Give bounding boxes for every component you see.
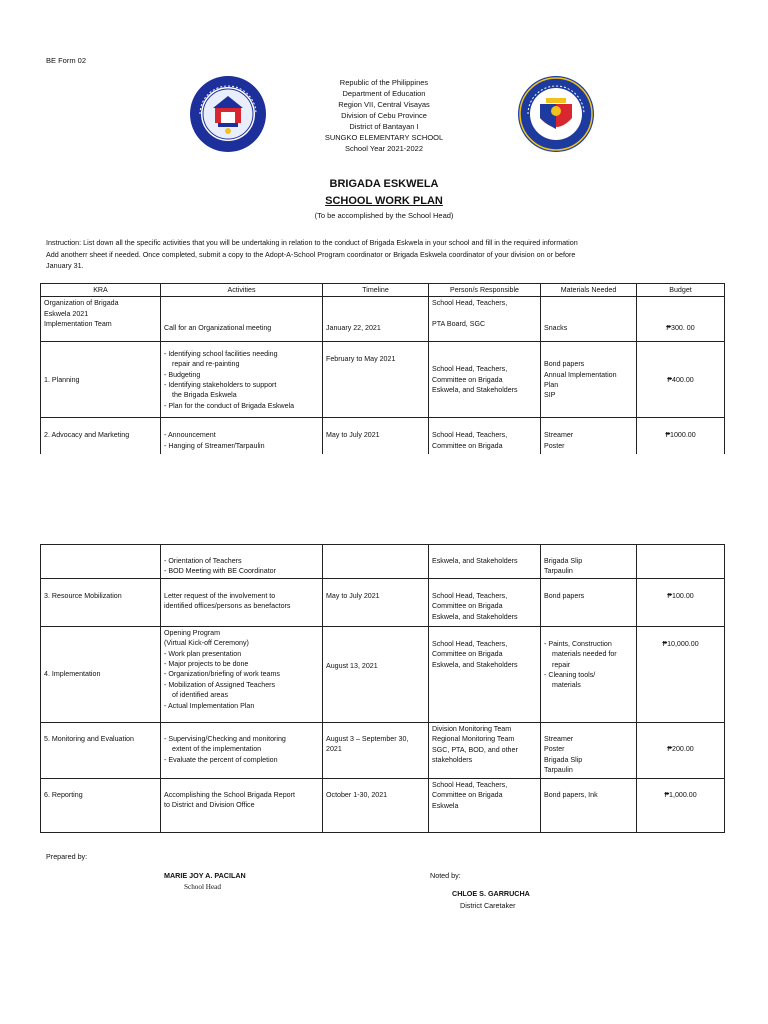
persons-cell: [429, 418, 541, 456]
activities-cell: [161, 778, 323, 832]
cell-line: Poster: [544, 441, 565, 450]
cell-line: Implementation Team: [44, 320, 112, 329]
cell-line: School Head, Teachers,: [432, 780, 508, 789]
cell-line: Committee on Brigada: [432, 650, 503, 659]
budget-cell: ₱200.00: [637, 722, 725, 778]
column-header: Materials Needed: [541, 284, 637, 297]
work-plan-table-part2: [40, 544, 725, 833]
column-header: Timeline: [323, 284, 429, 297]
cell-line: School Head, Teachers,: [432, 299, 508, 308]
table-row: [41, 578, 725, 626]
materials-cell: [541, 342, 637, 418]
cell-line: Streamer: [544, 431, 574, 440]
letterhead-line: SUNGKO ELEMENTARY SCHOOL: [324, 133, 444, 142]
cell-line: Brigada Slip: [544, 557, 583, 565]
persons-cell: [429, 297, 541, 342]
table-row: [41, 545, 725, 579]
cell-line: Eskwela: [432, 801, 459, 810]
budget-cell: ₱10,000.00: [637, 626, 725, 722]
kra-cell: 3. Resource Mobilization: [41, 578, 161, 626]
cell-line: - Mobilization of Assigned Teachers: [164, 680, 276, 689]
cell-line: Brigada Slip: [544, 755, 583, 764]
instruction-line: January 31.: [46, 261, 84, 270]
prepared-by-label: Prepared by:: [46, 852, 88, 861]
cell-line: - Hanging of Streamer/Tarpaulin: [164, 441, 265, 450]
cell-line: stakeholders: [432, 756, 473, 765]
cell-line: Accomplishing the School Brigada Report: [164, 790, 295, 799]
table-row: [41, 297, 725, 342]
prepared-by-name: MARIE JOY A. PACILAN: [164, 871, 246, 880]
cell-line: Plan: [544, 380, 559, 389]
timeline-cell: May to July 2021: [323, 578, 429, 626]
instruction-text: [46, 237, 736, 272]
kra-cell: [41, 545, 161, 579]
cell-line: Organization of Brigada: [44, 299, 119, 308]
timeline-cell: February to May 2021: [323, 342, 429, 418]
cell-line: - Identifying stakeholders to support: [164, 380, 277, 389]
letterhead-line: School Year 2021-2022: [345, 144, 423, 153]
letterhead-line: Region VII, Central Visayas: [338, 100, 430, 109]
cell-line: Eskwela, and Stakeholders: [432, 386, 518, 395]
cell-line: Tarpaulin: [544, 766, 573, 775]
cell-line: - Organization/briefing of work teams: [164, 670, 280, 679]
table-row: [41, 418, 725, 456]
cell-line: - BOD Meeting with BE Coordinator: [164, 567, 276, 576]
column-header: Budget: [637, 284, 725, 297]
letterhead-line: District of Bantayan I: [349, 122, 419, 131]
cell-line: Bond papers: [544, 360, 585, 369]
column-header: KRA: [41, 284, 161, 297]
cell-line: Poster: [544, 745, 565, 754]
cell-line: [432, 309, 537, 319]
cell-line: Eskwela 2021: [44, 309, 89, 318]
activities-cell: [161, 722, 323, 778]
document-note: (To be accomplished by the School Head): [314, 211, 454, 220]
cell-line: identified offices/persons as benefactors: [164, 602, 291, 611]
kra-cell: 4. Implementation: [41, 626, 161, 722]
work-plan-table-part1: [40, 283, 725, 456]
persons-cell: [429, 722, 541, 778]
cell-line: Committee on Brigada: [432, 441, 503, 450]
cell-line: Tarpaulin: [544, 567, 573, 576]
cell-line: - Major projects to be done: [164, 660, 249, 669]
form-code: BE Form 02: [46, 56, 87, 65]
cell-line: - Budgeting: [164, 370, 201, 379]
cell-line: repair and re-painting: [172, 360, 240, 369]
kra-cell: 2. Advocacy and Marketing: [41, 418, 161, 456]
table-row: [41, 342, 725, 418]
cell-line: School Head, Teachers,: [432, 591, 508, 600]
cell-line: the Brigada Eskwela: [172, 391, 237, 400]
cell-line: Eskwela, and Stakeholders: [432, 660, 518, 669]
cell-line: Streamer: [544, 734, 574, 743]
table-row: [41, 722, 725, 778]
letterhead: [0, 77, 768, 154]
persons-cell: Eskwela, and Stakeholders: [429, 545, 541, 579]
cell-line: - Announcement: [164, 431, 216, 440]
cell-line: - Supervising/Checking and monitoring: [164, 734, 286, 743]
materials-cell: Bond papers: [541, 578, 637, 626]
timeline-cell: May to July 2021: [323, 418, 429, 456]
cell-line: of identified areas: [172, 691, 228, 700]
cell-line: August 3 – September 30,: [326, 734, 409, 743]
table-header-row: [41, 284, 725, 297]
cell-line: 2021: [326, 745, 342, 754]
budget-cell: ₱100.00: [637, 578, 725, 626]
instruction-line: Instruction: List down all the specific activities that you will be undertaking in relation to the conduct of Brigada Eskwela in your school and fill in the required information: [46, 238, 578, 247]
kra-cell: 5. Monitoring and Evaluation: [41, 722, 161, 778]
materials-cell: [541, 626, 637, 722]
activities-cell: [161, 418, 323, 456]
persons-cell: [429, 342, 541, 418]
materials-cell: Bond papers, Ink: [541, 778, 637, 832]
cell-line: - Cleaning tools/: [544, 671, 596, 680]
document-title: BRIGADA ESKWELA: [329, 178, 439, 190]
cell-line: - Evaluate the percent of completion: [164, 755, 278, 764]
cell-line: Committee on Brigada: [432, 791, 503, 800]
budget-cell: [637, 545, 725, 579]
persons-cell: [429, 778, 541, 832]
timeline-cell: October 1-30, 2021: [323, 778, 429, 832]
cell-line: Letter request of the involvement to: [164, 591, 276, 600]
table-row: [41, 778, 725, 832]
cell-line: PTA Board, SGC: [432, 319, 486, 328]
budget-cell: ₱300. 00: [637, 297, 725, 342]
cell-line: Opening Program: [164, 628, 220, 637]
prepared-by-title: School Head: [184, 883, 221, 891]
materials-cell: [541, 545, 637, 579]
cell-line: Annual Implementation: [544, 370, 617, 379]
cell-line: extent of the implementation: [172, 745, 262, 754]
activities-cell: [161, 578, 323, 626]
kra-cell: 1. Planning: [41, 342, 161, 418]
cell-line: - Plan for the conduct of Brigada Eskwela: [164, 401, 295, 410]
cell-line: SGC, PTA, BOD, and other: [432, 745, 518, 754]
cell-line: to District and Division Office: [164, 801, 255, 810]
column-header: Activities: [161, 284, 323, 297]
letterhead-line: Department of Education: [342, 89, 426, 98]
activities-cell: [161, 545, 323, 579]
column-header: Person/s Responsible: [429, 284, 541, 297]
cell-line: School Head, Teachers,: [432, 365, 508, 374]
cell-line: materials needed for: [552, 650, 617, 659]
cell-line: SIP: [544, 391, 556, 400]
letterhead-line: Division of Cebu Province: [341, 111, 427, 120]
cell-line: Division Monitoring Team: [432, 724, 512, 733]
timeline-cell: August 13, 2021: [323, 626, 429, 722]
materials-cell: Snacks: [541, 297, 637, 342]
cell-line: (Virtual Kick-off Ceremony): [164, 639, 249, 648]
budget-cell: ₱1000.00: [637, 418, 725, 456]
cell-line: - Orientation of Teachers: [164, 557, 242, 565]
instruction-line: Add anotherr sheet if needed. Once completed, submit a copy to the Adopt-A-School Program coordinator or Brigada Eskwela coordinator of your division on or before: [46, 249, 576, 259]
timeline-cell: January 22, 2021: [323, 297, 429, 342]
activities-cell: Call for an Organizational meeting: [161, 297, 323, 342]
materials-cell: [541, 722, 637, 778]
table-row: [41, 626, 725, 722]
cell-line: Regional Monitoring Team: [432, 735, 515, 744]
cell-line: School Head, Teachers,: [432, 431, 508, 440]
cell-line: materials: [552, 681, 581, 690]
letterhead-line: Republic of the Philippines: [339, 78, 429, 87]
kra-cell: [41, 297, 161, 342]
timeline-cell: [323, 545, 429, 579]
kra-cell: 6. Reporting: [41, 778, 161, 832]
cell-line: School Head, Teachers,: [432, 639, 508, 648]
cell-line: repair: [552, 660, 571, 669]
persons-cell: [429, 626, 541, 722]
budget-cell: ₱1,000.00: [637, 778, 725, 832]
cell-line: Eskwela, and Stakeholders: [432, 612, 518, 621]
document-subtitle: SCHOOL WORK PLAN: [325, 195, 443, 207]
activities-cell: [161, 342, 323, 418]
noted-by-label: Noted by:: [430, 871, 461, 880]
budget-cell: ₱400.00: [637, 342, 725, 418]
cell-line: - Paints, Construction: [544, 639, 612, 648]
cell-line: Committee on Brigada: [432, 375, 503, 384]
cell-line: - Identifying school facilities needing: [164, 349, 278, 358]
persons-cell: [429, 578, 541, 626]
cell-line: - Actual Implementation Plan: [164, 701, 255, 710]
page-break-gap: [0, 454, 768, 544]
activities-cell: [161, 626, 323, 722]
noted-by-name: CHLOE S. GARRUCHA: [452, 889, 530, 898]
cell-line: - Work plan presentation: [164, 649, 242, 658]
timeline-cell: [323, 722, 429, 778]
cell-line: Committee on Brigada: [432, 602, 503, 611]
noted-by-title: District Caretaker: [460, 901, 516, 910]
materials-cell: [541, 418, 637, 456]
